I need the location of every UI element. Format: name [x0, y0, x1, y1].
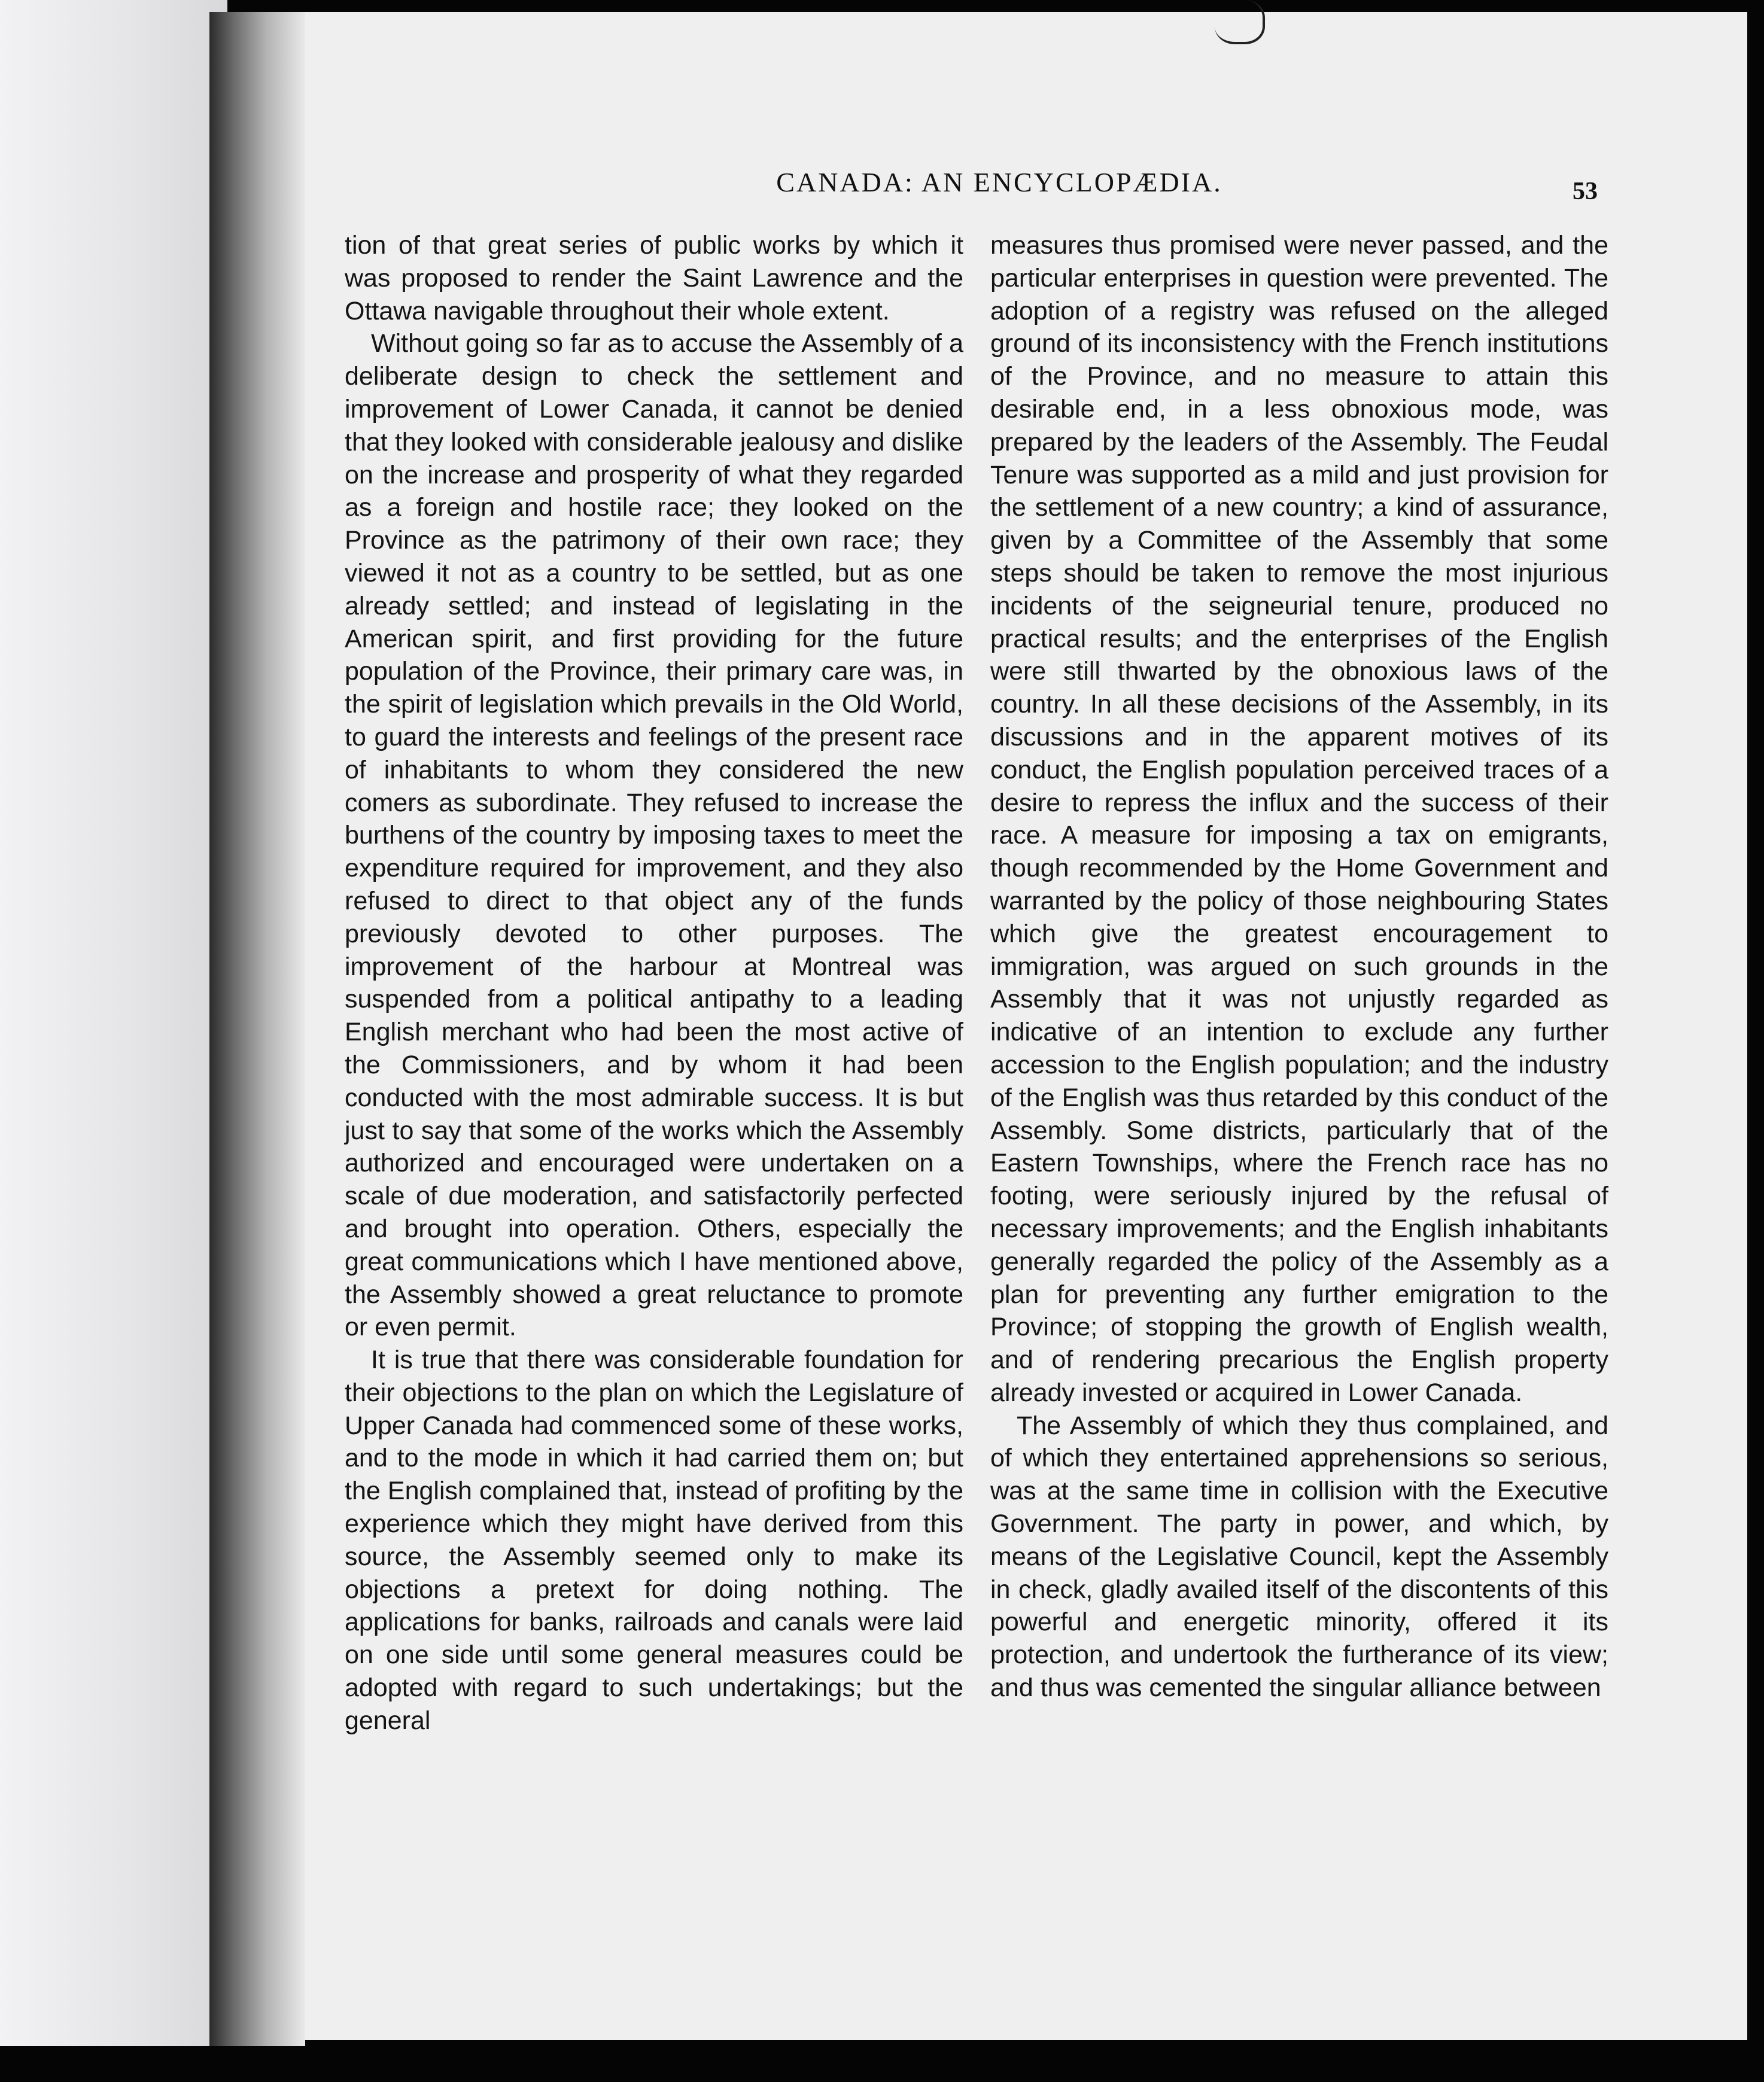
pencil-mark — [1215, 0, 1265, 44]
left-page-edge — [0, 0, 227, 2058]
paragraph: The Assembly of which they thus complained, and of which they entertained apprehensions so serious, was at the same time in collision with the Executive Government. The party in power, and which, by means of the Legislative Council, kept the Assembly in check, gladly availed itself of the discontents of this powerful and energetic minority, offered it its protection, and undertook the furtherance of its view; and thus was cemented the singular alliance between — [990, 1411, 1608, 1703]
left-text-column — [345, 229, 963, 1737]
book-gutter-shadow — [209, 12, 305, 2046]
page-number: 53 — [1573, 178, 1598, 205]
running-title: CANADA: AN ENCYCLOPÆDIA. — [776, 167, 1222, 197]
scan-border — [0, 2046, 1764, 2082]
paragraph: measures thus promised were never passed, and the particular enterprises in question were prevented. The adoption of a registry was refused on the alleged ground of its inconsistency with the French institutions of the Province, and no measure to attain this desirable end, in a less obnoxious mode, was prepared by the leaders of the Assembly. The Feudal Tenure was supported as a mild and just provision for the settlement of a new country; a kind of assurance, given by a Committee of the Assembly that some steps should be taken to remove the most injurious incidents of the seigneurial tenure, produced no practical results; and the enterprises of the English were still thwarted by the obnoxious laws of the country. In all these decisions of the Assembly, in its discussions and in the apparent motives of its conduct, the English population perceived traces of a desire to repress the influx and the success of their race. A measure for imposing a tax on emigrants, though recommended by the Home Government and warranted by the policy of those neighbouring States which give the greatest encouragement to immigration, was argued on such grounds in the Assembly that it was not unjustly regarded as indicative of an intention to exclude any further accession to the English population; and the industry of the English was thus retarded by this conduct of the Assembly. Some districts, particularly that of the Eastern Townships, where the French race has no footing, were seriously injured by the refusal of necessary improvements; and the English inhabitants generally regarded the policy of the Assembly as a plan for preventing any further emigration to the Province; of stopping the growth of English wealth, and of rendering precarious the English property already invested or acquired in Lower Canada. — [990, 231, 1608, 1407]
paragraph: tion of that great series of public works by which it was proposed to render the Saint Lawrence and the Ottawa navigable throughout their whole extent. — [345, 231, 963, 325]
paragraph: It is true that there was considerable foundation for their objections to the plan on which the Legislature of Upper Canada had commenced some of these works, and to the mode in which it had carried them on; but the English complained that, instead of profiting by the experience which they might have derived from this source, the Assembly seemed only to make its objections a pretext for doing nothing. The applications for banks, railroads and canals were laid on one side until some general measures could be adopted with regard to such undertakings; but the general — [345, 1346, 963, 1735]
right-text-column — [990, 229, 1608, 1704]
paragraph: Without going so far as to accuse the Assembly of a deliberate design to check the settlement and improvement of Lower Canada, it cannot be denied that they looked with considerable jealousy and dislike on the increase and prosperity of what they regarded as a foreign and hostile race; they looked on the Province as the patrimony of their own race; they viewed it not as a country to be settled, but as one already settled; and instead of legislating in the American spirit, and first providing for the future population of the Province, their primary care was, in the spirit of legislation which prevails in the Old World, to guard the interests and feelings of the present race of inhabitants to whom they considered the new comers as subordinate. They refused to increase the burthens of the country by imposing taxes to meet the expenditure required for improvement, and they also refused to direct to that object any of the funds previously devoted to other purposes. The improvement of the harbour at Montreal was suspended from a political antipathy to a leading English merchant who had been the most active of the Commissioners, and by whom it had been conducted with the most admirable success. It is but just to say that some of the works which the Assembly authorized and encouraged were undertaken on a scale of due moderation, and satisfactorily perfected and brought into operation. Others, especially the great communications which I have mentioned above, the Assembly showed a great reluctance to promote or even permit. — [345, 329, 963, 1342]
